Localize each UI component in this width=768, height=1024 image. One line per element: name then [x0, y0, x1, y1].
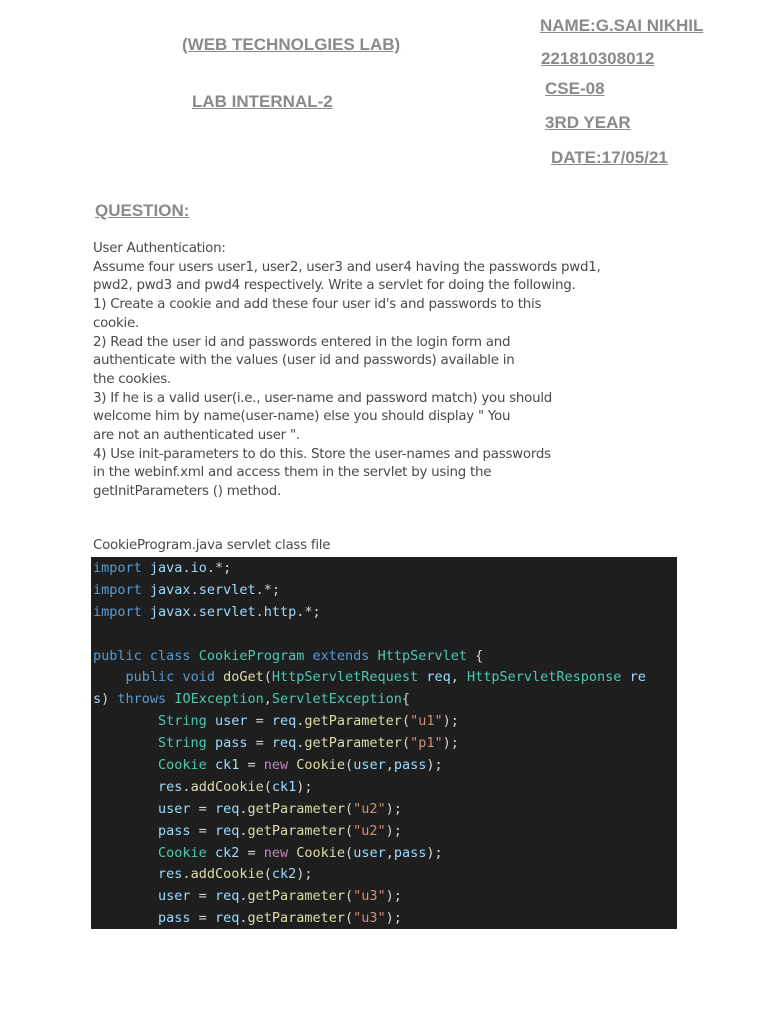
date-label: DATE:17/05/21 — [551, 148, 668, 167]
question-line: in the webinf.xml and access them in the servlet by using the — [93, 465, 492, 481]
code-line: Cookie ck1 = new Cookie(user,pass); — [158, 757, 443, 774]
question-line: 2) Read the user id and passwords entered in the login form and — [93, 334, 511, 350]
year-label: 3RD YEAR — [545, 113, 631, 132]
question-line: pwd2, pwd3 and pwd4 respectively. Write a servlet for doing the following. — [93, 278, 576, 294]
code-line: Cookie ck2 = new Cookie(user,pass); — [158, 844, 443, 861]
roll-number: 221810308012 — [541, 49, 655, 68]
question-heading: QUESTION: — [95, 201, 190, 220]
code-block — [91, 557, 677, 929]
question-line: are not an authenticated user ". — [93, 428, 300, 444]
question-line: cookie. — [93, 315, 139, 331]
question-line: authenticate with the values (user id and passwords) available in — [93, 353, 515, 369]
code-caption: CookieProgram.java servlet class file — [93, 538, 331, 553]
code-line: res.addCookie(ck2); — [158, 866, 313, 883]
question-line: the cookies. — [93, 371, 171, 387]
code-line: s) throws IOException,ServletException{ — [93, 691, 411, 708]
code-line: res.addCookie(ck1); — [158, 778, 313, 795]
question-line: 4) Use init-parameters to do this. Store the user-names and passwords — [93, 446, 551, 462]
code-line: pass = req.getParameter("u3"); — [158, 910, 402, 927]
code-line — [93, 624, 677, 646]
lab-title: (WEB TECHNOLGIES LAB) — [182, 35, 401, 54]
question-line: User Authentication: — [93, 241, 226, 256]
code-line: public class CookieProgram extends HttpServlet { — [93, 647, 484, 664]
question-text — [93, 240, 613, 502]
code-line: public void doGet(HttpServletRequest req, HttpServletResponse re — [125, 669, 646, 686]
code-line: String pass = req.getParameter("p1"); — [158, 735, 459, 752]
section-label: CSE-08 — [545, 79, 605, 98]
code-line: import javax.servlet.http.*; — [93, 603, 321, 620]
question-line: 3) If he is a valid user(i.e., user-name and password match) you should — [93, 390, 553, 406]
code-line: import javax.servlet.*; — [93, 581, 280, 598]
code-line: user = req.getParameter("u3"); — [158, 888, 402, 905]
question-line: 1) Create a cookie and add these four user id's and passwords to this — [93, 297, 542, 313]
code-line: user = req.getParameter("u2"); — [158, 800, 402, 817]
student-name: NAME:G.SAI NIKHIL — [540, 16, 704, 35]
lab-internal-label: LAB INTERNAL-2 — [192, 92, 333, 111]
question-line: welcome him by name(user-name) else you should display " You — [93, 409, 511, 425]
code-line: import java.io.*; — [93, 560, 232, 576]
code-line: pass = req.getParameter("u2"); — [158, 822, 402, 839]
question-line: Assume four users user1, user2, user3 and user4 having the passwords pwd1, — [93, 259, 601, 275]
question-line: getInitParameters () method. — [93, 484, 281, 500]
code-line: String user = req.getParameter("u1"); — [158, 713, 459, 730]
